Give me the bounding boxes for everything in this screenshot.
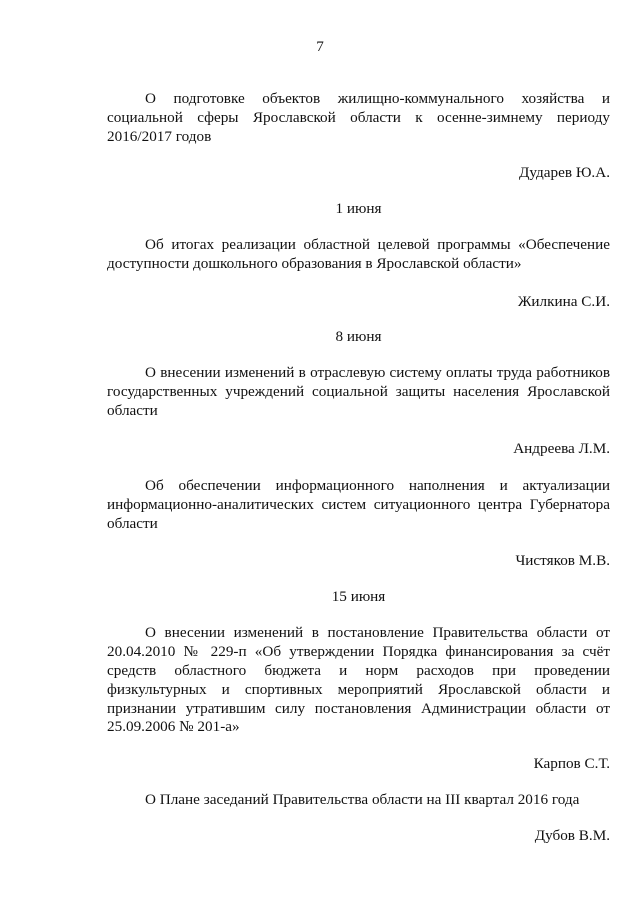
agenda-item-title: Об обеспечении информационного наполнения и актуализации информационно-аналитических систем ситуационного центра Губернатора области <box>107 477 610 532</box>
agenda-item-responsible: Карпов С.Т. <box>533 755 610 773</box>
agenda-item-responsible: Чистяков М.В. <box>515 551 610 569</box>
agenda-item-responsible: Дубов В.М. <box>534 826 610 844</box>
agenda-item-responsible: Дударев Ю.А. <box>519 164 610 182</box>
agenda-item-title: О подготовке объектов жилищно-коммунального хозяйства и социальной сферы Ярославской области к осенне-зимнему периоду 2016/2017 годов <box>107 90 610 145</box>
agenda-item-title: О внесении изменений в постановление Правительства области от 20.04.2010 № 229-п «Об утверждении Порядка финансирования за счёт средств областного бюджета и норм расходов при проведении физкультурных и спортивных мероприятий Ярославской области и признании утратившим силу постановления Администрации области от 25.09.2006 № 201-а» <box>107 624 610 736</box>
agenda-item-responsible: Андреева Л.М. <box>513 439 610 457</box>
agenda-item-title: О Плане заседаний Правительства области на III квартал 2016 года <box>145 790 580 808</box>
agenda-item-responsible: Жилкина С.И. <box>517 292 610 310</box>
date-heading: 15 июня <box>331 587 386 605</box>
agenda-item-title: Об итогах реализации областной целевой программы «Обеспечение доступности дошкольного образования в Ярославской области» <box>107 235 610 272</box>
date-heading: 1 июня <box>335 200 382 218</box>
page-number: 7 <box>316 38 324 55</box>
agenda-content <box>107 90 610 846</box>
date-heading: 8 июня <box>335 328 382 346</box>
agenda-item-title: О внесении изменений в отраслевую систему оплаты труда работников государственных учреждений социальной защиты населения Ярославской области <box>107 364 610 419</box>
